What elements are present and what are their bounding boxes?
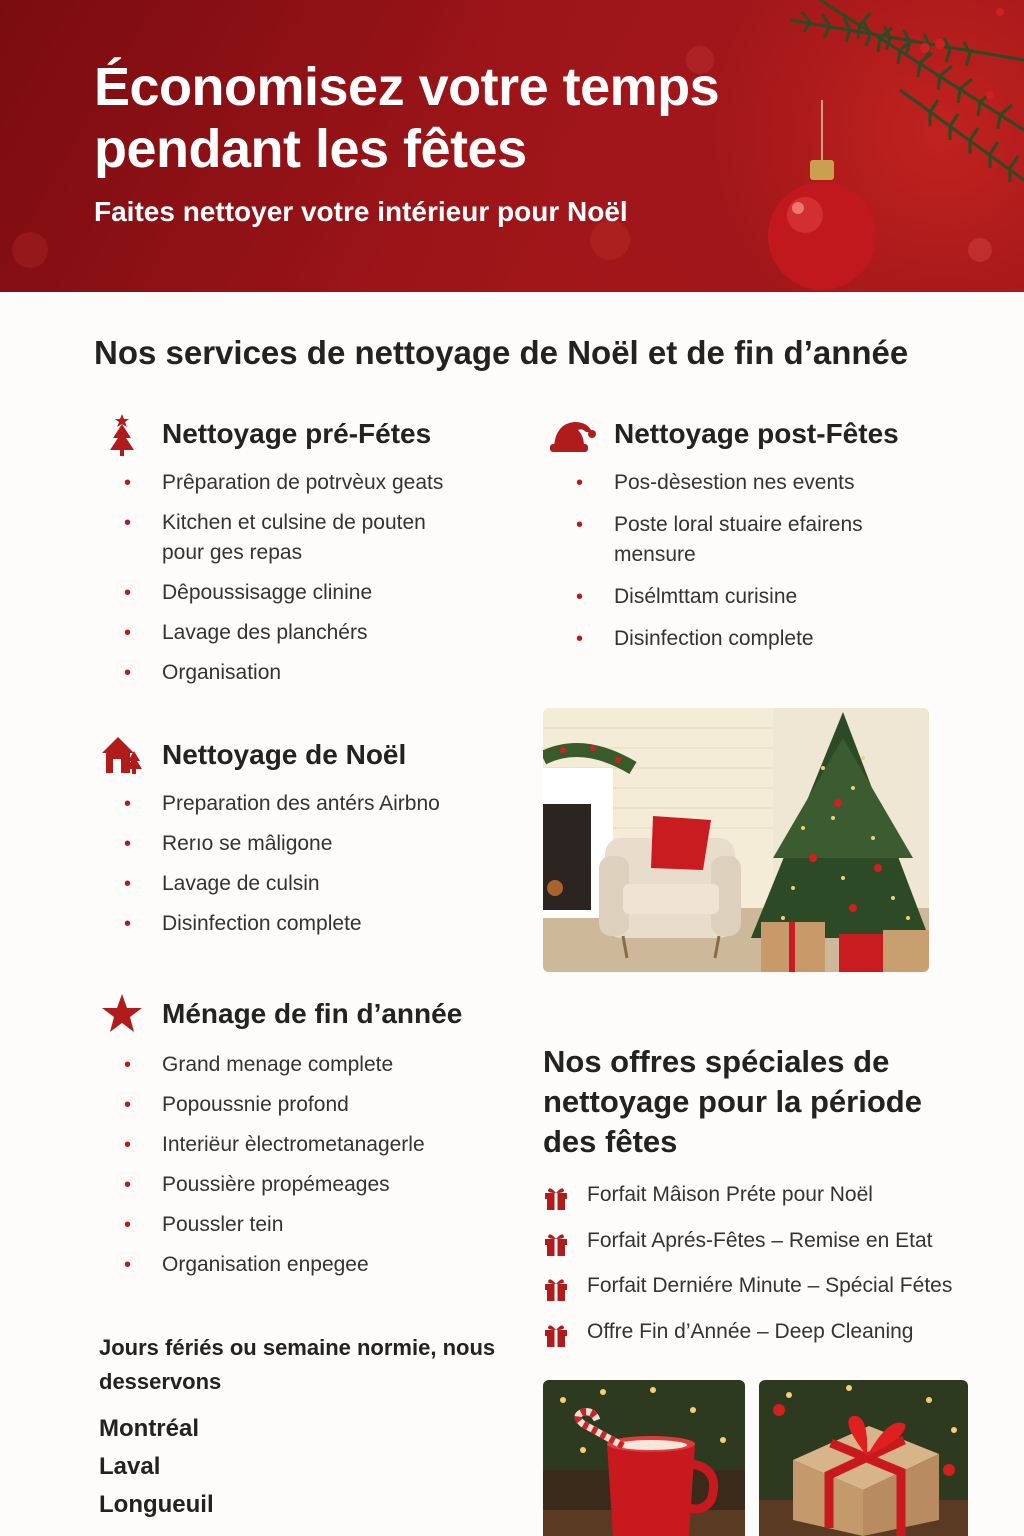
city-name: Laval — [99, 1453, 161, 1480]
gift-icon — [543, 1185, 569, 1211]
service-item: • Kitchen et culsine de pouten pour ges repas — [100, 508, 462, 568]
ornament-cap — [810, 160, 834, 180]
hero-title: Économisez votre temps pendant les fêtes — [94, 57, 720, 179]
service-title: Nettoyage de Noël — [162, 739, 407, 770]
gift-icon — [543, 1231, 569, 1257]
service-card-post-fetes — [552, 412, 992, 654]
mug-photo — [543, 1380, 745, 1536]
offers-title: Nos offres spéciales de nettoyage pour la période des fêtes — [543, 1044, 922, 1159]
christmas-tree-icon — [100, 412, 144, 456]
service-item: • Pos-dèsestion nes events — [552, 468, 992, 498]
living-room-photo — [543, 708, 929, 972]
service-item: • Prêparation de potrvèux geats — [100, 468, 510, 498]
city-name: Longueuil — [99, 1491, 214, 1518]
service-item: • Preparation des antérs Airbno — [100, 789, 520, 819]
house-tree-icon — [100, 733, 144, 777]
service-item: • Poussière propémeages — [100, 1170, 520, 1200]
ornament-ball — [768, 182, 876, 290]
cities-intro: Jours fériés ou semaine normie, nous desservons — [99, 1335, 496, 1394]
service-item: • Grand menage complete — [100, 1050, 520, 1080]
service-title: Nettoyage post-Fêtes — [614, 418, 899, 449]
service-card-pre-fetes — [100, 412, 510, 688]
service-card-fin-annee — [100, 992, 520, 1280]
service-item: • Poste loral stuaire efairens mensure — [552, 510, 914, 570]
star-icon — [100, 992, 144, 1036]
service-card-noel — [100, 733, 520, 939]
offer-label: Forfait Aprés-Fêtes – Remise en Etat — [587, 1229, 933, 1252]
fir-branch — [790, 0, 1024, 182]
service-item: • Disinfection complete — [552, 624, 992, 654]
gift-icon — [543, 1276, 569, 1302]
service-title: Ménage de fin d’année — [162, 998, 463, 1029]
gift-box-photo — [759, 1380, 968, 1536]
offer-label: Forfait Mâison Préte pour Noël — [587, 1183, 873, 1206]
service-item: • Organisation — [100, 658, 510, 688]
service-item: • Interiëur èlectrometanagerle — [100, 1130, 520, 1160]
hero-subtitle: Faites nettoyer votre intérieur pour Noël — [94, 196, 628, 227]
service-item: • Rerıo se mâligone — [100, 829, 520, 859]
service-item: • Popoussnie profond — [100, 1090, 520, 1120]
service-item: • Lavage des planchérs — [100, 618, 510, 648]
service-item: • Dêpoussisagge clinine — [100, 578, 510, 608]
service-item: • Lavage de culsin — [100, 869, 520, 899]
service-item: • Disélmttam curisine — [552, 582, 992, 612]
service-item: • Poussler tein — [100, 1210, 520, 1240]
hero-banner — [0, 0, 1024, 292]
service-title: Nettoyage pré-Fétes — [162, 418, 432, 449]
service-item: • Organisation enpegee — [100, 1250, 520, 1280]
services-title: Nos services de nettoyage de Noël et de fin d’année — [94, 334, 909, 371]
city-name: Montréal — [99, 1415, 200, 1442]
gift-icon — [543, 1322, 569, 1348]
service-item: • Disinfection complete — [100, 909, 520, 939]
offer-label: Forfait Derniére Minute – Spécial Fétes — [587, 1274, 953, 1297]
santa-hat-icon — [542, 412, 598, 456]
offer-label: Offre Fin d’Année – Deep Cleaning — [587, 1320, 914, 1343]
